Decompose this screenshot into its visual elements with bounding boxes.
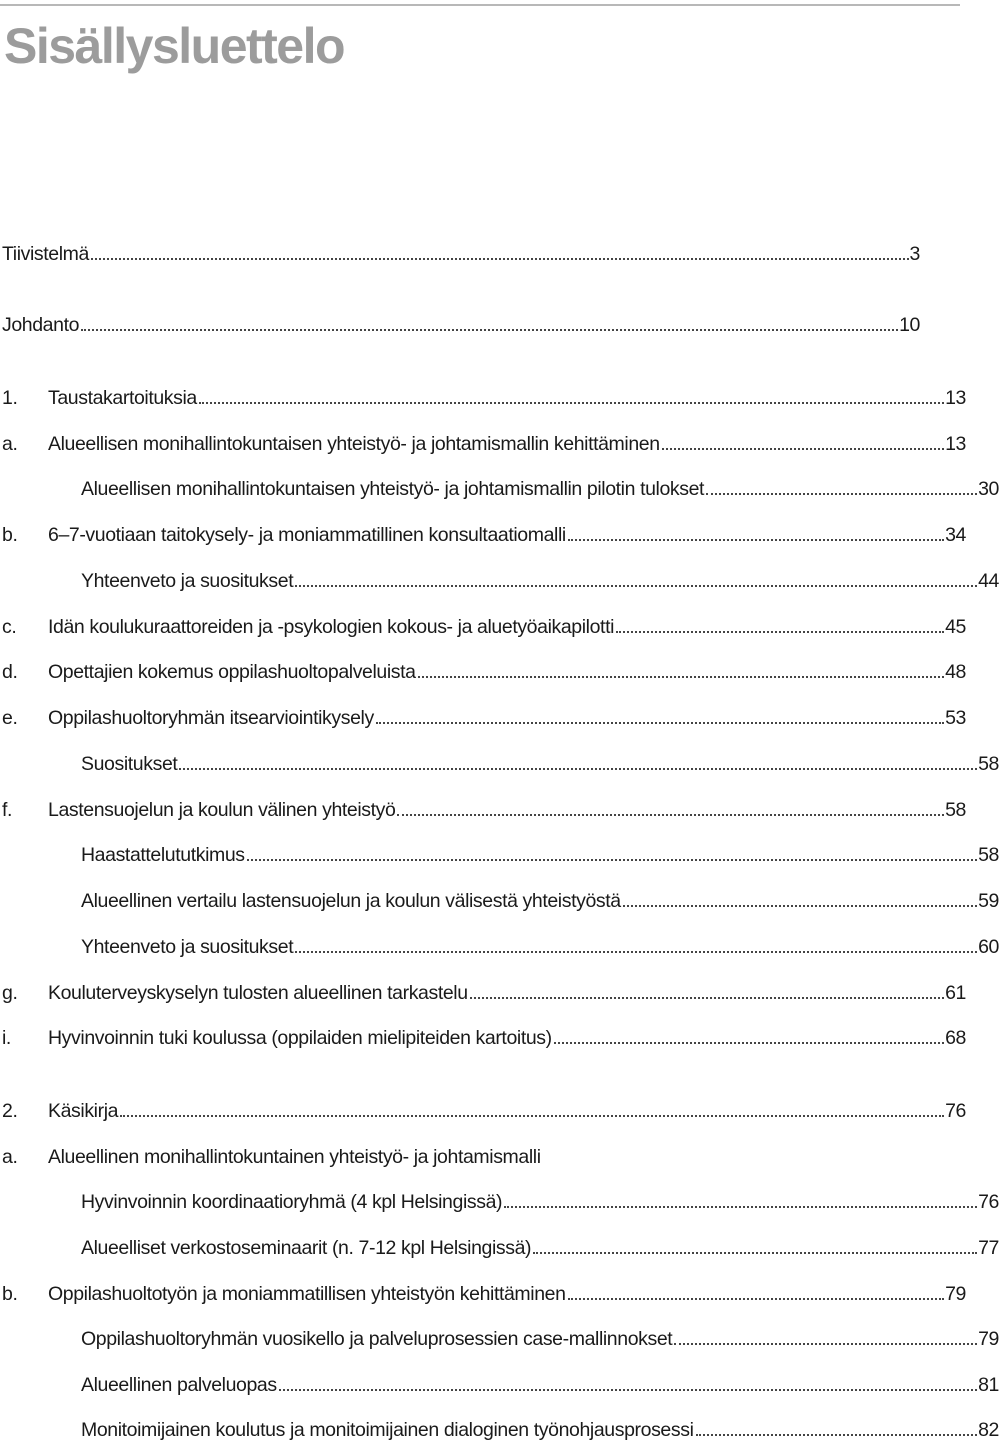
toc-entry-title: Hyvinvoinnin tuki koulussa (oppilaiden mielipiteiden kartoitus) xyxy=(48,1027,552,1049)
dot-leader xyxy=(616,631,944,633)
dot-leader xyxy=(418,676,944,678)
dot-leader xyxy=(674,1343,977,1345)
dot-leader xyxy=(706,493,977,495)
toc-entry-page: 77 xyxy=(978,1237,999,1259)
toc-entry-number: 1. xyxy=(2,387,18,409)
toc-entry-title: Alueelliset verkostoseminaarit (n. 7-12 kpl Helsingissä) xyxy=(81,1237,532,1259)
toc-entry-number: b. xyxy=(2,524,18,546)
toc-entry[interactable] xyxy=(0,792,966,822)
toc-entry-page: 34 xyxy=(945,524,966,546)
toc-entry[interactable] xyxy=(0,517,966,547)
toc-entry-page: 58 xyxy=(945,799,966,821)
toc-entry-title: Johdanto xyxy=(2,314,80,336)
dot-leader xyxy=(696,1434,978,1436)
toc-entry-number: b. xyxy=(2,1283,18,1305)
toc-entry-title: Oppilashuoltoryhmän itsearviointikysely xyxy=(48,707,374,729)
toc-entry-page: 48 xyxy=(945,661,966,683)
dot-leader xyxy=(623,905,977,907)
toc-entry-number: d. xyxy=(2,661,18,683)
toc-entry-title: Lastensuojelun ja koulun välinen yhteistyö xyxy=(48,799,396,821)
dot-leader xyxy=(504,1206,977,1208)
toc-entry[interactable] xyxy=(0,1276,966,1306)
toc-entry[interactable] xyxy=(0,1412,999,1442)
dot-leader xyxy=(295,585,977,587)
toc-entry-page: 10 xyxy=(899,314,920,336)
toc-entry-title: 6–7-vuotiaan taitokysely- ja moniammatillinen konsultaatiomalli xyxy=(48,524,566,546)
toc-entry-page: 61 xyxy=(945,982,966,1004)
dot-leader xyxy=(91,258,909,260)
toc-entry-page: 76 xyxy=(945,1100,966,1122)
toc-entry-page: 3 xyxy=(909,243,920,265)
toc-entry-title: Alueellinen vertailu lastensuojelun ja koulun välisestä yhteistyöstä xyxy=(81,890,621,912)
dot-leader xyxy=(533,1252,977,1254)
toc-entry-title: Idän koulukuraattoreiden ja -psykologien kokous- ja aluetyöaikapilotti xyxy=(48,616,615,638)
toc-entry[interactable] xyxy=(0,1093,966,1123)
toc-entry-title: Monitoimijainen koulutus ja monitoimijainen dialoginen työnohjausprosessi xyxy=(81,1419,694,1441)
toc-entry-page: 79 xyxy=(978,1328,999,1350)
dot-leader xyxy=(662,448,944,450)
dot-leader xyxy=(376,722,944,724)
toc-entry-page: 13 xyxy=(945,433,966,455)
toc-entry-title: Käsikirja xyxy=(48,1100,119,1122)
dot-leader xyxy=(81,329,898,331)
toc-entry-title: Tiivistelmä xyxy=(2,243,89,265)
toc-entry-title: Taustakartoituksia xyxy=(48,387,197,409)
toc-entry[interactable] xyxy=(0,307,920,337)
dot-leader xyxy=(247,859,977,861)
toc-entry-number: c. xyxy=(2,616,17,638)
toc-entry[interactable] xyxy=(0,471,999,501)
toc-entry-page: 76 xyxy=(978,1191,999,1213)
toc-entry-page: 58 xyxy=(978,844,999,866)
toc-entry-page: 53 xyxy=(945,707,966,729)
toc-entry-title: Yhteenveto ja suositukset xyxy=(81,570,294,592)
dot-leader xyxy=(568,539,944,541)
dot-leader xyxy=(397,814,944,816)
dot-leader xyxy=(295,951,977,953)
toc-entry-title: Alueellisen monihallintokuntaisen yhteistyö- ja johtamismallin kehittäminen xyxy=(48,433,660,455)
toc-entry[interactable] xyxy=(0,1020,966,1050)
toc-entry[interactable] xyxy=(0,1184,999,1214)
toc-entry-title: Alueellinen monihallintokuntainen yhteistyö- ja johtamismalli xyxy=(48,1146,541,1168)
toc-entry-title: Yhteenveto ja suositukset xyxy=(81,936,294,958)
dot-leader xyxy=(120,1115,944,1117)
toc-entry[interactable] xyxy=(0,380,966,410)
toc-entry-title: Oppilashuoltoryhmän vuosikello ja palveluprosessien case-mallinnokset xyxy=(81,1328,673,1350)
toc-entry-number: a. xyxy=(2,433,18,455)
toc-entry-number: i. xyxy=(2,1027,11,1049)
dot-leader xyxy=(199,402,944,404)
toc-entry-page: 45 xyxy=(945,616,966,638)
toc-entry-page: 60 xyxy=(978,936,999,958)
toc-entry[interactable] xyxy=(0,837,999,867)
toc-entry-number: e. xyxy=(2,707,18,729)
toc-entry-page: 58 xyxy=(978,753,999,775)
toc-entry-number: f. xyxy=(2,799,13,821)
toc-entry[interactable] xyxy=(0,236,920,266)
toc-entry[interactable] xyxy=(0,883,999,913)
page-title: Sisällysluettelo xyxy=(4,18,345,74)
dot-leader xyxy=(179,768,977,770)
toc-entry-title: Suositukset xyxy=(81,753,178,775)
toc-entry-page: 81 xyxy=(978,1374,999,1396)
toc-entry[interactable] xyxy=(0,563,999,593)
toc-entry[interactable] xyxy=(0,700,966,730)
toc-entry[interactable] xyxy=(0,929,999,959)
toc-entry-page: 82 xyxy=(978,1419,999,1441)
toc-entry-page: 13 xyxy=(945,387,966,409)
toc-entry[interactable] xyxy=(0,426,966,456)
toc-entry-title: Opettajien kokemus oppilashuoltopalveluista xyxy=(48,661,416,683)
toc-entry[interactable] xyxy=(0,975,966,1005)
toc-entry-number: a. xyxy=(2,1146,18,1168)
toc-entry-title: Oppilashuoltotyön ja moniammatillisen yhteistyön kehittäminen xyxy=(48,1283,566,1305)
toc-entry[interactable] xyxy=(0,1230,999,1260)
toc-entry-title: Hyvinvoinnin koordinaatioryhmä (4 kpl Helsingissä) xyxy=(81,1191,503,1213)
toc-entry-title: Haastattelututkimus xyxy=(81,844,245,866)
toc-entry[interactable] xyxy=(0,1139,966,1169)
toc-entry-page: 68 xyxy=(945,1027,966,1049)
dot-leader xyxy=(568,1298,945,1300)
toc-entry[interactable] xyxy=(0,746,999,776)
toc-entry-title: Alueellinen palveluopas xyxy=(81,1374,277,1396)
dot-leader xyxy=(470,997,944,999)
dot-leader xyxy=(554,1042,944,1044)
toc-entry-number: g. xyxy=(2,982,18,1004)
dot-leader xyxy=(279,1389,977,1391)
toc-entry-title: Kouluterveyskyselyn tulosten alueellinen tarkastelu xyxy=(48,982,468,1004)
toc-entry-number: 2. xyxy=(2,1100,18,1122)
toc-entry[interactable] xyxy=(0,609,966,639)
toc-entry-page: 44 xyxy=(978,570,999,592)
toc-entry-title: Alueellisen monihallintokuntaisen yhteistyö- ja johtamismallin pilotin tulokset xyxy=(81,478,705,500)
toc-entry[interactable] xyxy=(0,1321,999,1351)
toc-entry-page: 79 xyxy=(945,1283,966,1305)
toc-entry[interactable] xyxy=(0,654,966,684)
toc-entry-page: 30 xyxy=(978,478,999,500)
toc-entry-page: 59 xyxy=(978,890,999,912)
toc-entry[interactable] xyxy=(0,1367,999,1397)
